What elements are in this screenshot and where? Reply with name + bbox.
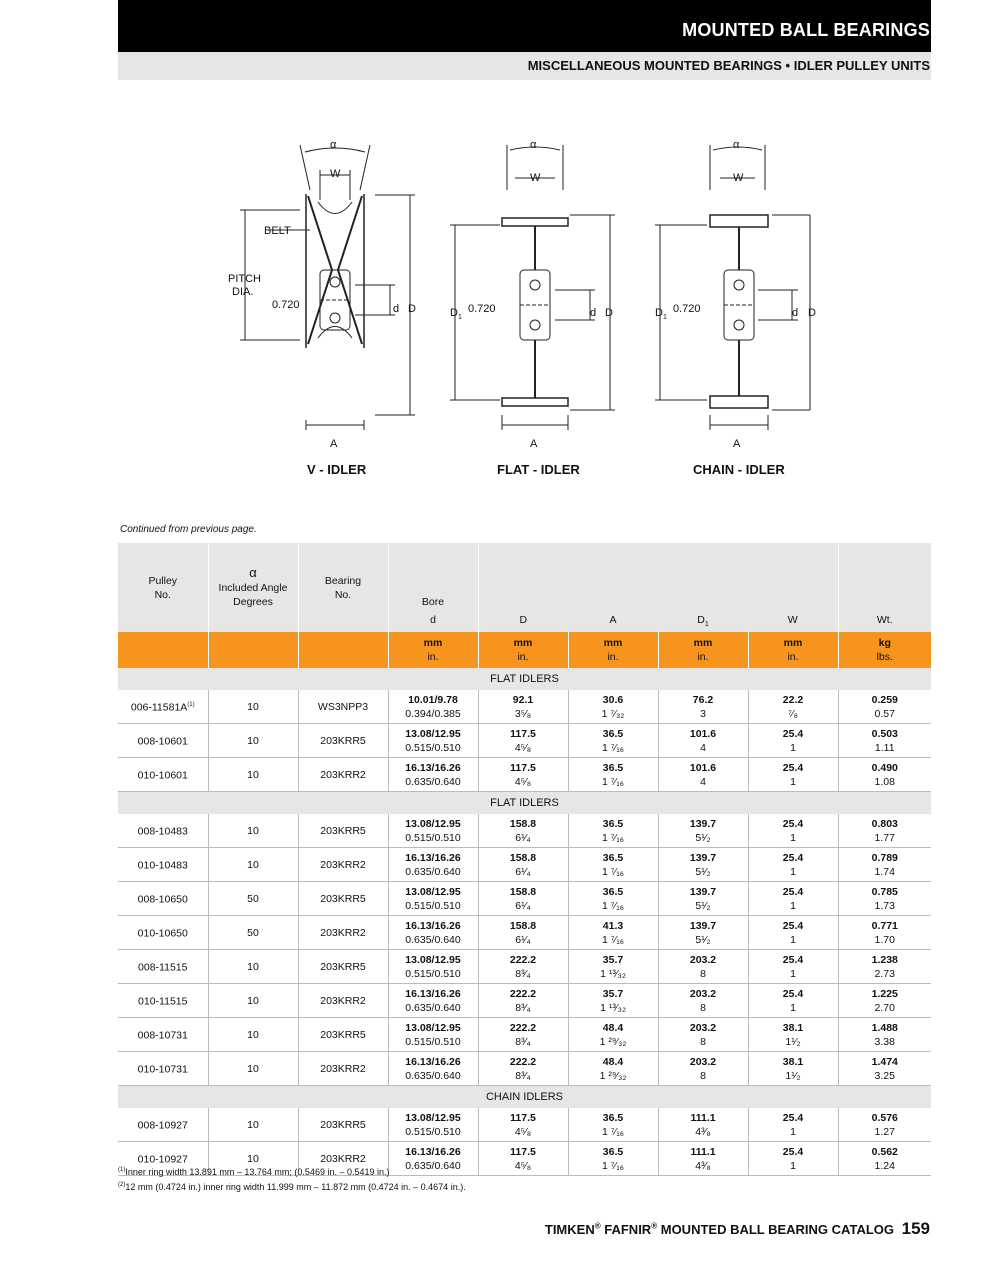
hdr-D1: $D_1$ [658, 613, 748, 632]
chain-D1-label: D [655, 307, 663, 319]
table-row [118, 1108, 931, 1142]
flat-alpha-label: α [530, 139, 537, 151]
cell-wt_kg: 0.562 1.24 [838, 1142, 931, 1176]
cell-W_mm: 25.4 1 [748, 724, 838, 758]
flat-A-label: A [530, 438, 538, 450]
cell-bore_mm: 10.01/9.78 0.394/0.385 [388, 690, 478, 724]
cell-A_mm: 41.3 1 ⁷⁄₁₆ [568, 916, 658, 950]
cell-bearing: 203KRR2 [298, 984, 388, 1018]
cell-W_mm: 25.4 1 [748, 1142, 838, 1176]
cell-pulley: 010-10483 [118, 848, 208, 882]
cell-bearing: 203KRR5 [298, 882, 388, 916]
flat-0720-label: 0.720 [468, 303, 496, 315]
cell-pulley: 008-11515 [118, 950, 208, 984]
page-subtitle: MISCELLANEOUS MOUNTED BEARINGS • IDLER PULLEY UNITS [527, 58, 930, 73]
chain-idler-caption: CHAIN - IDLER [693, 462, 785, 477]
hdr-alpha: α Included Angle Degrees [208, 543, 298, 632]
cell-angle: 10 [208, 1142, 298, 1176]
cell-W_mm: 25.4 1 [748, 814, 838, 848]
cell-pulley: 010-10601 [118, 758, 208, 792]
cell-angle: 10 [208, 1108, 298, 1142]
hdr-pulley: Pulley No. [118, 543, 208, 632]
chain-A-label: A [733, 438, 741, 450]
cell-wt_kg: 0.803 1.77 [838, 814, 931, 848]
cell-bore_mm: 13.08/12.95 0.515/0.510 [388, 814, 478, 848]
cell-wt_kg: 0.789 1.74 [838, 848, 931, 882]
cell-D1_mm: 203.2 8 [658, 1018, 748, 1052]
belt-label: BELT [264, 225, 291, 237]
chain-alpha-label: α [733, 139, 740, 151]
idler-table [118, 543, 931, 1176]
cell-D_mm: 222.2 8³⁄₄ [478, 1052, 568, 1086]
cell-angle: 10 [208, 1018, 298, 1052]
cell-wt_kg: 1.225 2.70 [838, 984, 931, 1018]
v-w-label: W [330, 168, 341, 180]
cell-D1_mm: 111.1 4³⁄₈ [658, 1142, 748, 1176]
section-header: FLAT IDLERS [118, 792, 931, 815]
cell-angle: 10 [208, 758, 298, 792]
cell-angle: 10 [208, 950, 298, 984]
cell-angle: 50 [208, 882, 298, 916]
cell-pulley: 010-10650 [118, 916, 208, 950]
cell-D1_mm: 101.6 4 [658, 724, 748, 758]
cell-pulley: 008-10483 [118, 814, 208, 848]
cell-A_mm: 36.5 1 ⁷⁄₁₆ [568, 814, 658, 848]
cell-bore_mm: 13.08/12.95 0.515/0.510 [388, 1018, 478, 1052]
cell-bearing: 203KRR2 [298, 848, 388, 882]
cell-D_mm: 158.8 6¹⁄₄ [478, 882, 568, 916]
cell-D_mm: 117.5 4⁵⁄₈ [478, 1142, 568, 1176]
cell-D1_mm: 76.2 3 [658, 690, 748, 724]
cell-bearing: 203KRR5 [298, 1018, 388, 1052]
cell-A_mm: 36.5 1 ⁷⁄₁₆ [568, 724, 658, 758]
hdr-W: W [748, 613, 838, 632]
cell-pulley: 010-10927 [118, 1142, 208, 1176]
cell-bearing: 203KRR5 [298, 724, 388, 758]
catalog-footer: TIMKEN® FAFNIR® MOUNTED BALL BEARING CATALOG 159 [544, 1219, 930, 1238]
table-row [118, 724, 931, 758]
v-alpha-label: α [330, 139, 337, 151]
footnote-2: $^{(2)}$12 mm (0.4724 in.) inner ring width 11.999 mm – 11.872 mm (0.4724 in. – 0.4674 in.). [118, 1182, 466, 1192]
flat-idler-caption: FLAT - IDLER [497, 462, 580, 477]
table-row [118, 1052, 931, 1086]
v-idler-caption: V - IDLER [307, 462, 367, 477]
cell-W_mm: 38.1 1¹⁄₂ [748, 1018, 838, 1052]
hdr-bearing: Bearing No. [298, 543, 388, 632]
table-row [118, 1018, 931, 1052]
cell-A_mm: 35.7 1 ¹³⁄₃₂ [568, 984, 658, 1018]
cell-A_mm: 48.4 1 ²⁹⁄₃₂ [568, 1018, 658, 1052]
cell-A_mm: 30.6 1 ⁷⁄₃₂ [568, 690, 658, 724]
cell-W_mm: 25.4 1 [748, 1108, 838, 1142]
flat-D-label: D [605, 307, 613, 319]
page-title: MOUNTED BALL BEARINGS [682, 20, 930, 40]
pitch-label: PITCH [228, 273, 261, 285]
cell-W_mm: 25.4 1 [748, 916, 838, 950]
cell-D1_mm: 139.7 5¹⁄₂ [658, 882, 748, 916]
cell-D1_mm: 203.2 8 [658, 1052, 748, 1086]
table-row [118, 848, 931, 882]
cell-A_mm: 36.5 1 ⁷⁄₁₆ [568, 882, 658, 916]
idler-diagrams [210, 130, 816, 450]
hdr-A: A [568, 613, 658, 632]
cell-bore_mm: 13.08/12.95 0.515/0.510 [388, 1108, 478, 1142]
cell-bearing: 203KRR5 [298, 1108, 388, 1142]
unit-row: mm in. mm in. mm in. mm in. mm in. kg lbs. [118, 632, 931, 668]
cell-W_mm: 25.4 1 [748, 984, 838, 1018]
footnotes [118, 1164, 466, 1194]
v-0720-label: 0.720 [272, 299, 300, 311]
cell-pulley: 010-10731 [118, 1052, 208, 1086]
hdr-bore: Bore [388, 543, 478, 613]
cell-W_mm: 25.4 1 [748, 950, 838, 984]
table-row [118, 758, 931, 792]
cell-A_mm: 36.5 1 ⁷⁄₁₆ [568, 1108, 658, 1142]
cell-W_mm: 25.4 1 [748, 848, 838, 882]
cell-bore_mm: 16.13/16.26 0.635/0.640 [388, 1142, 478, 1176]
cell-D1_mm: 139.7 5¹⁄₂ [658, 848, 748, 882]
chain-0720-label: 0.720 [673, 303, 701, 315]
cell-wt_kg: 0.576 1.27 [838, 1108, 931, 1142]
flat-d-label: d [590, 307, 597, 319]
flat-idler-drawing [450, 145, 615, 430]
cell-bearing: 203KRR2 [298, 1052, 388, 1086]
cell-bearing: 203KRR2 [298, 916, 388, 950]
table-row [118, 950, 931, 984]
cell-D_mm: 222.2 8³⁄₄ [478, 1018, 568, 1052]
cell-angle: 10 [208, 848, 298, 882]
cell-A_mm: 48.4 1 ²⁹⁄₃₂ [568, 1052, 658, 1086]
v-d-label: d [393, 303, 400, 315]
chain-D-label: D [808, 307, 816, 319]
table-row [118, 984, 931, 1018]
cell-pulley: 008-10601 [118, 724, 208, 758]
cell-wt_kg: 0.771 1.70 [838, 916, 931, 950]
cell-angle: 10 [208, 724, 298, 758]
cell-W_mm: 22.2 ⁷⁄₈ [748, 690, 838, 724]
cell-D_mm: 222.2 8³⁄₄ [478, 950, 568, 984]
cell-bearing: 203KRR5 [298, 950, 388, 984]
cell-bearing: 203KRR2 [298, 758, 388, 792]
cell-pulley: $006-11581A^{(1)}$ [118, 690, 208, 724]
cell-bore_mm: 16.13/16.26 0.635/0.640 [388, 848, 478, 882]
cell-D_mm: 158.8 6¹⁄₄ [478, 916, 568, 950]
table-row [118, 690, 931, 724]
cell-A_mm: 35.7 1 ¹³⁄₃₂ [568, 950, 658, 984]
cell-bore_mm: 13.08/12.95 0.515/0.510 [388, 724, 478, 758]
cell-pulley: 008-10927 [118, 1108, 208, 1142]
cell-D_mm: 222.2 8³⁄₄ [478, 984, 568, 1018]
cell-wt_kg: 1.488 3.38 [838, 1018, 931, 1052]
continued-note: Continued from previous page. [120, 524, 257, 535]
chain-d-label: d [792, 307, 799, 319]
table-row [118, 814, 931, 848]
chain-w-label: W [733, 172, 744, 184]
cell-bore_mm: 16.13/16.26 0.635/0.640 [388, 916, 478, 950]
cell-bore_mm: 16.13/16.26 0.635/0.640 [388, 984, 478, 1018]
cell-D1_mm: 111.1 4³⁄₈ [658, 1108, 748, 1142]
v-idler-drawing [240, 145, 415, 430]
flat-D1-label: D [450, 307, 458, 319]
cell-wt_kg: 0.503 1.11 [838, 724, 931, 758]
cell-D_mm: 92.1 3⁵⁄₈ [478, 690, 568, 724]
cell-D1_mm: 139.7 5¹⁄₂ [658, 814, 748, 848]
cell-angle: 10 [208, 1052, 298, 1086]
footnote-1: $^{(1)}$Inner ring width 13.891 mm – 13.764 mm; (0.5469 in. – 0.5419 in.) [118, 1167, 390, 1177]
page-number: 159 [901, 1219, 930, 1238]
v-A-label: A [330, 438, 338, 450]
cell-bore_mm: 16.13/16.26 0.635/0.640 [388, 1052, 478, 1086]
hdr-bore-d: d [388, 613, 478, 632]
cell-D_mm: 158.8 6¹⁄₄ [478, 814, 568, 848]
chain-idler-drawing [655, 145, 810, 430]
cell-A_mm: 36.5 1 ⁷⁄₁₆ [568, 848, 658, 882]
cell-angle: 10 [208, 690, 298, 724]
table-row [118, 916, 931, 950]
cell-angle: 10 [208, 814, 298, 848]
cell-D_mm: 117.5 4⁵⁄₈ [478, 758, 568, 792]
cell-pulley: 008-10650 [118, 882, 208, 916]
cell-bore_mm: 13.08/12.95 0.515/0.510 [388, 950, 478, 984]
cell-bore_mm: 16.13/16.26 0.635/0.640 [388, 758, 478, 792]
cell-wt_kg: 1.474 3.25 [838, 1052, 931, 1086]
cell-W_mm: 25.4 1 [748, 882, 838, 916]
cell-wt_kg: 0.490 1.08 [838, 758, 931, 792]
hdr-D: D [478, 613, 568, 632]
cell-A_mm: 36.5 1 ⁷⁄₁₆ [568, 1142, 658, 1176]
cell-angle: 50 [208, 916, 298, 950]
cell-W_mm: 25.4 1 [748, 758, 838, 792]
cell-D1_mm: 203.2 8 [658, 984, 748, 1018]
section-header: CHAIN IDLERS [118, 1086, 931, 1109]
cell-W_mm: 38.1 1¹⁄₂ [748, 1052, 838, 1086]
v-D-label: D [408, 303, 416, 315]
cell-angle: 10 [208, 984, 298, 1018]
dia-label: DIA. [232, 286, 254, 298]
flat-D1-sub: 1 [458, 314, 462, 321]
hdr-wt: Wt. [838, 613, 931, 632]
cell-D1_mm: 101.6 4 [658, 758, 748, 792]
cell-wt_kg: 0.259 0.57 [838, 690, 931, 724]
cell-A_mm: 36.5 1 ⁷⁄₁₆ [568, 758, 658, 792]
cell-D_mm: 158.8 6¹⁄₄ [478, 848, 568, 882]
cell-bearing: 203KRR2 [298, 1142, 388, 1176]
cell-wt_kg: 1.238 2.73 [838, 950, 931, 984]
cell-bore_mm: 13.08/12.95 0.515/0.510 [388, 882, 478, 916]
cell-bearing: WS3NPP3 [298, 690, 388, 724]
table-row [118, 882, 931, 916]
cell-D_mm: 117.5 4⁵⁄₈ [478, 724, 568, 758]
cell-pulley: 008-10731 [118, 1018, 208, 1052]
cell-D1_mm: 203.2 8 [658, 950, 748, 984]
cell-wt_kg: 0.785 1.73 [838, 882, 931, 916]
cell-D_mm: 117.5 4⁵⁄₈ [478, 1108, 568, 1142]
chain-D1-sub: 1 [663, 314, 667, 321]
section-header: FLAT IDLERS [118, 668, 931, 690]
cell-pulley: 010-11515 [118, 984, 208, 1018]
cell-bearing: 203KRR5 [298, 814, 388, 848]
cell-D1_mm: 139.7 5¹⁄₂ [658, 916, 748, 950]
flat-w-label: W [530, 172, 541, 184]
